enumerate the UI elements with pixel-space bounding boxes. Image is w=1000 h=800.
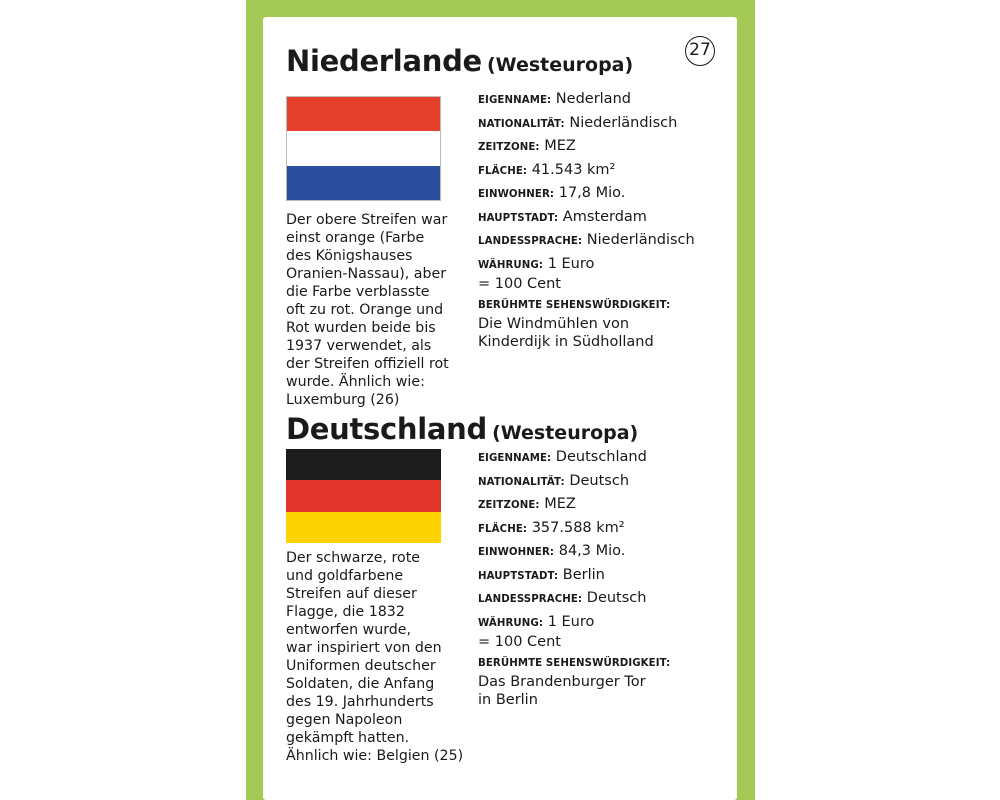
country-name: Deutschland (286, 412, 487, 446)
flag-stripe (286, 449, 441, 480)
fact-sehenswuerdigkeit (478, 295, 728, 351)
fact-label: ZEITZONE: (478, 142, 540, 153)
fact-nationalitaet (478, 114, 728, 134)
fact-value: Das Brandenburger Tor in Berlin (478, 674, 646, 708)
fact-label: EIGENNAME: (478, 453, 552, 464)
flag-description: Der schwarze, rote und goldfarbene Streifen auf dieser Flagge, die 1832 entworfen wurde, war inspiriert von den Uniformen deutscher Soldaten, die Anfang des 19. Jahrhunderts gegen Napoleon gekämpft hatten. Ähnlich wie: Belgien (25) (286, 550, 464, 764)
fact-value: MEZ (544, 138, 576, 154)
fact-label: NATIONALITÄT: (478, 118, 565, 130)
country-name: Niederlande (286, 44, 482, 78)
flag-stripe (286, 480, 441, 511)
country-title (286, 44, 633, 78)
flag-stripe (287, 166, 440, 200)
page-number: 27 (685, 36, 715, 66)
fact-value: Niederländisch (569, 114, 678, 131)
fact-einwohner (478, 184, 728, 204)
fact-eigenname (478, 448, 728, 468)
fact-hauptstadt (478, 566, 728, 586)
fact-label: EIGENNAME: (478, 95, 552, 106)
fact-value: 17,8 Mio. (558, 185, 626, 201)
fact-label: LANDESSPRACHE: (478, 594, 583, 605)
fact-label: ZEITZONE: (478, 500, 540, 511)
fact-einwohner (478, 542, 728, 562)
fact-label: BERÜHMTE SEHENSWÜRDIGKEIT: (478, 300, 671, 311)
fact-label: HAUPTSTADT: (478, 212, 559, 224)
flag-description: Der obere Streifen war einst orange (Farbe des Königshauses Oranien-Nassau), aber die Farbe verblasste oft zu rot. Orange und Rot wurden beide bis 1937 verwendet, als der Streifen offiziell rot wurde. Ähnlich wie: Luxemburg (26) (286, 212, 449, 408)
fact-value: Amsterdam (562, 208, 647, 225)
fact-value: 1 Euro (547, 255, 595, 272)
fact-sehenswuerdigkeit (478, 653, 728, 709)
fact-landessprache (478, 589, 728, 609)
fact-label: WÄHRUNG: (478, 259, 544, 271)
fact-label: NATIONALITÄT: (478, 476, 565, 488)
fact-eigenname (478, 90, 728, 110)
fact-value: Deutsch (569, 472, 630, 489)
fact-zeitzone (478, 495, 728, 515)
fact-label: FLÄCHE: (478, 523, 528, 535)
country-entry-deutschland (286, 412, 726, 782)
country-entry-niederlande (286, 44, 726, 408)
fact-value: Niederländisch (586, 232, 695, 248)
fact-waehrung (478, 613, 728, 651)
fact-hauptstadt (478, 208, 728, 228)
fact-flaeche (478, 519, 728, 539)
fact-waehrung (478, 255, 728, 293)
flag-niederlande (286, 96, 441, 201)
fact-label: HAUPTSTADT: (478, 570, 559, 582)
fact-value: 357.588 km² (531, 519, 625, 536)
fact-value: Nederland (555, 91, 631, 107)
fact-value: Deutsch (586, 590, 647, 606)
fact-value: 41.543 km² (531, 161, 616, 178)
fact-value: Berlin (562, 566, 605, 583)
fact-nationalitaet (478, 472, 728, 492)
fact-value: = 100 Cent (478, 633, 561, 650)
fact-label: FLÄCHE: (478, 165, 528, 177)
fact-label: LANDESSPRACHE: (478, 236, 583, 247)
fact-label: EINWOHNER: (478, 547, 555, 558)
flag-deutschland (286, 449, 441, 543)
region-label: (Westeuropa) (487, 54, 634, 76)
region-label: (Westeuropa) (492, 422, 639, 444)
fact-value: Deutschland (555, 449, 647, 465)
fact-label: WÄHRUNG: (478, 617, 544, 629)
fact-value: = 100 Cent (478, 275, 561, 292)
fact-landessprache (478, 231, 728, 251)
flag-stripe (287, 131, 440, 165)
fact-value: MEZ (544, 496, 576, 512)
flag-stripe (286, 512, 441, 543)
fact-value: 84,3 Mio. (558, 543, 626, 559)
fact-flaeche (478, 161, 728, 181)
fact-label: EINWOHNER: (478, 189, 555, 200)
flag-stripe (287, 97, 440, 131)
fact-value: 1 Euro (547, 613, 595, 630)
fact-zeitzone (478, 137, 728, 157)
fact-label: BERÜHMTE SEHENSWÜRDIGKEIT: (478, 658, 671, 669)
fact-value: Die Windmühlen von Kinderdijk in Südholland (478, 316, 654, 350)
country-title (286, 412, 638, 446)
